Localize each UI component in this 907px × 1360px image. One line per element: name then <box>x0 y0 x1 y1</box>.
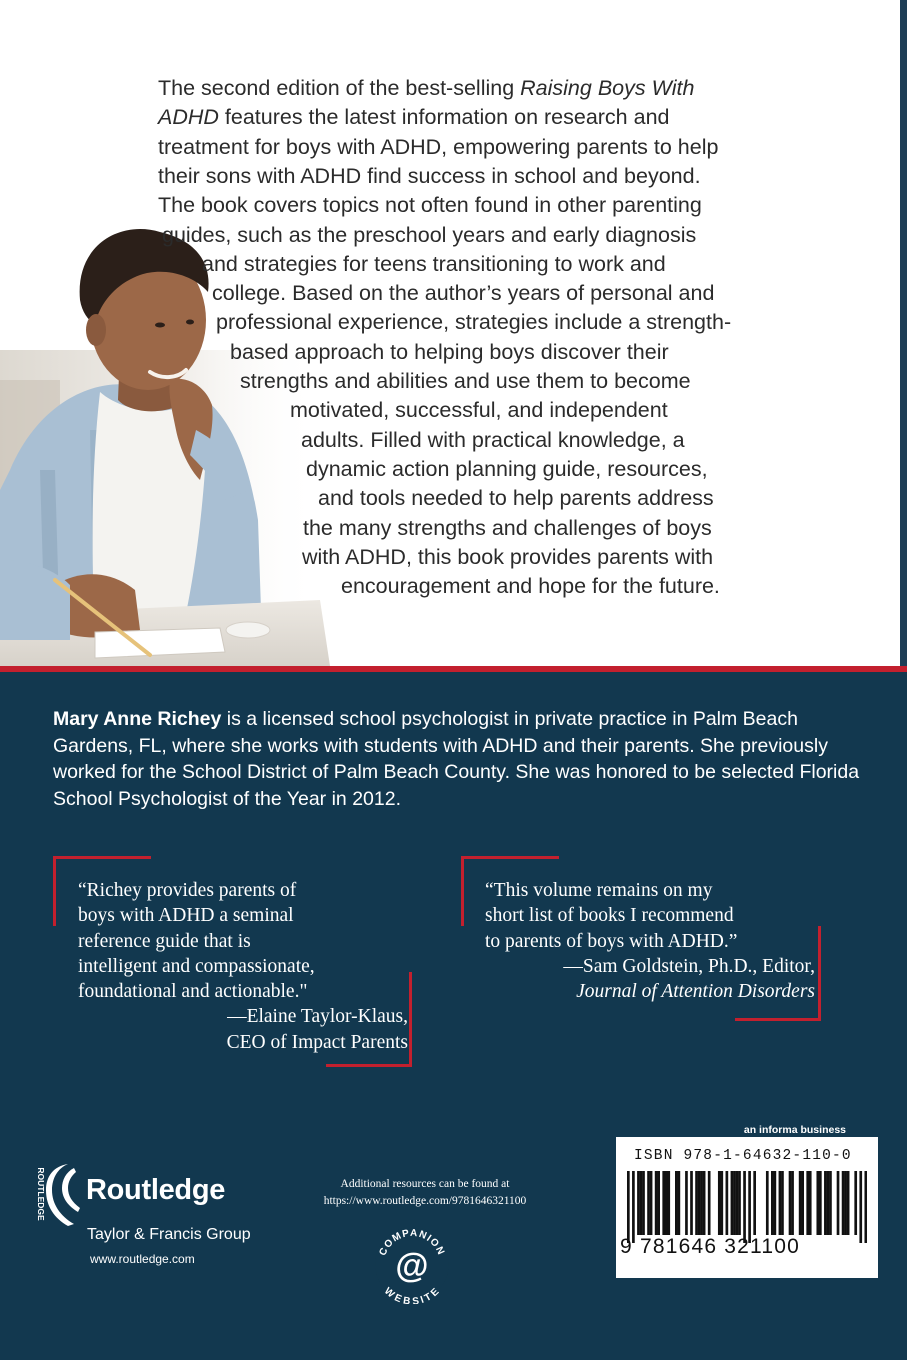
description-line: treatment for boys with ADHD, empowering parents to help <box>158 134 719 159</box>
endorsement-quote: “Richey provides parents of boys with ADHD a seminal reference guide that is intelligent and compassionate, foundational and actionable." —Elaine Taylor-Klaus, CEO of Impact Parents <box>78 878 408 1055</box>
book-description <box>60 74 860 614</box>
barcode-bar <box>637 1171 640 1235</box>
barcode-bar <box>695 1171 698 1235</box>
author-bio <box>53 706 873 812</box>
barcode-bar <box>824 1171 827 1235</box>
description-line: and tools needed to help parents address <box>318 486 714 511</box>
description-line: motivated, successful, and independent <box>290 398 668 423</box>
barcode-bar <box>844 1171 847 1235</box>
barcode-bar <box>789 1171 792 1235</box>
description-line: adults. Filled with practical knowledge, a <box>301 427 685 452</box>
barcode-bar <box>650 1171 653 1235</box>
description-line: the many strengths and challenges of boys <box>303 515 712 540</box>
barcode-bar <box>791 1171 794 1235</box>
barcode-bar <box>799 1171 802 1235</box>
barcode-bar <box>859 1171 862 1243</box>
author-name: Mary Anne Richey <box>53 708 222 730</box>
description-line: ADHD features the latest information on research and <box>158 105 670 130</box>
barcode-bar <box>774 1171 777 1235</box>
barcode-bar <box>718 1171 721 1235</box>
barcode-bar <box>640 1171 643 1235</box>
barcode-bar <box>766 1171 769 1235</box>
barcode-bar <box>806 1171 809 1235</box>
barcode-bar <box>655 1171 658 1235</box>
quote-bracket-top <box>53 856 56 926</box>
barcode-bar <box>700 1171 703 1235</box>
quote-bracket-bottom <box>735 1018 821 1021</box>
endorsement-quote: “This volume remains on my short list of books I recommend to parents of boys with ADHD.” —Sam Goldstein, Ph.D., Editor, Journal of Attention Disorders <box>485 878 815 1004</box>
isbn-barcode <box>616 1137 878 1278</box>
barcode-bar <box>736 1171 739 1235</box>
isbn-text: ISBN 978-1-64632-110-0 <box>634 1148 852 1164</box>
barcode-bar <box>816 1171 819 1235</box>
barcode-bar <box>733 1171 736 1235</box>
description-line: guides, such as the preschool years and early diagnosis <box>162 222 697 247</box>
barcode-bar <box>854 1171 857 1235</box>
quote-bracket-top <box>53 856 151 859</box>
barcode-bar <box>642 1171 645 1235</box>
barcode-bars <box>627 1171 867 1243</box>
ean-digits: 9 781646 321100 <box>620 1235 800 1258</box>
quote-attribution: —Sam Goldstein, Ph.D., Editor, <box>563 955 815 977</box>
description-line: their sons with ADHD find success in school and beyond. <box>158 163 701 188</box>
spine-edge-strip <box>900 0 907 666</box>
barcode-bar <box>819 1171 822 1235</box>
barcode-bar <box>847 1171 850 1235</box>
logo-spine-text: ROUTLEDGE <box>36 1167 46 1221</box>
barcode-bar <box>675 1171 678 1235</box>
barcode-bar <box>809 1171 812 1235</box>
description-line: based approach to helping boys discover their <box>230 339 669 364</box>
description-line: dynamic action planning guide, resources, <box>306 456 708 481</box>
barcode-bar <box>726 1171 729 1235</box>
barcode-bar <box>703 1171 706 1235</box>
barcode-bar <box>708 1171 711 1235</box>
quote-attribution: Journal of Attention Disorders <box>576 981 815 1003</box>
barcode-bar <box>748 1171 751 1243</box>
publisher-group: Taylor & Francis Group <box>87 1226 251 1243</box>
description-line: professional experience, strategies include a strength- <box>216 310 732 335</box>
quote-bracket-top <box>461 856 464 926</box>
svg-text:COMPANION: COMPANION <box>377 1227 447 1258</box>
cover-top-section <box>0 0 907 666</box>
description-line: college. Based on the author’s years of personal and <box>212 281 715 306</box>
publisher-tagline: an informa business <box>743 1124 846 1136</box>
svg-text:WEBSITE: WEBSITE <box>381 1285 443 1304</box>
barcode-bar <box>829 1171 832 1235</box>
barcode-bar <box>627 1171 630 1243</box>
barcode-bar <box>632 1171 635 1243</box>
cover-bottom-section <box>0 672 907 1360</box>
quote-attribution: CEO of Impact Parents <box>226 1031 408 1053</box>
barcode-bar <box>662 1171 665 1235</box>
barcode-bar <box>698 1171 701 1235</box>
barcode-bar <box>720 1171 723 1235</box>
description-line: strengths and abilities and use them to become <box>240 369 691 393</box>
quote-bracket-bottom <box>326 1064 412 1067</box>
barcode-bar <box>779 1171 782 1235</box>
barcode-bar <box>667 1171 670 1235</box>
routledge-logo-icon <box>28 1154 88 1234</box>
barcode-bar <box>864 1171 867 1243</box>
quote-bracket-bottom <box>409 972 412 1066</box>
barcode-bar <box>647 1171 650 1235</box>
description-line: The book covers topics not often found in other parenting <box>158 193 702 218</box>
publisher-url[interactable]: www.routledge.com <box>90 1252 195 1266</box>
barcode-bar <box>837 1171 840 1235</box>
barcode-bar <box>690 1171 693 1235</box>
quote-attribution: —Elaine Taylor-Klaus, <box>227 1006 408 1028</box>
barcode-bar <box>738 1171 741 1235</box>
barcode-bar <box>842 1171 845 1235</box>
additional-resources: Additional resources can be found at https://www.routledge.com/9781646321100 <box>305 1176 545 1210</box>
resources-url[interactable]: https://www.routledge.com/9781646321100 <box>323 1195 527 1207</box>
quote-bracket-top <box>461 856 559 859</box>
quote-bracket-bottom <box>818 926 821 1020</box>
barcode-bar <box>743 1171 746 1243</box>
barcode-bar <box>781 1171 784 1235</box>
barcode-bar <box>801 1171 804 1235</box>
svg-text:@: @ <box>395 1247 429 1285</box>
publisher-name: Routledge <box>86 1174 226 1206</box>
barcode-bar <box>827 1171 830 1235</box>
description-line: The second edition of the best-selling Raising Boys With <box>158 76 695 100</box>
barcode-bar <box>678 1171 681 1235</box>
barcode-bar <box>657 1171 660 1235</box>
description-line: encouragement and hope for the future. <box>341 574 720 599</box>
barcode-bar <box>731 1171 734 1235</box>
barcode-bar <box>685 1171 688 1235</box>
companion-website-badge-icon <box>372 1224 452 1304</box>
description-line: with ADHD, this book provides parents with <box>302 544 714 569</box>
barcode-bar <box>771 1171 774 1235</box>
description-line: and strategies for teens transitioning to work and <box>202 251 666 276</box>
author-bio-text: is a licensed school psychologist in private practice in Palm Beach Gardens, FL, where she works with students with ADHD and their parents. She previously worked for the School District of Palm Beach County. She was honored to be selected Florida School Psychologist of the Year in 2012. <box>53 708 860 810</box>
barcode-bar <box>753 1171 756 1235</box>
barcode-bar <box>665 1171 668 1235</box>
